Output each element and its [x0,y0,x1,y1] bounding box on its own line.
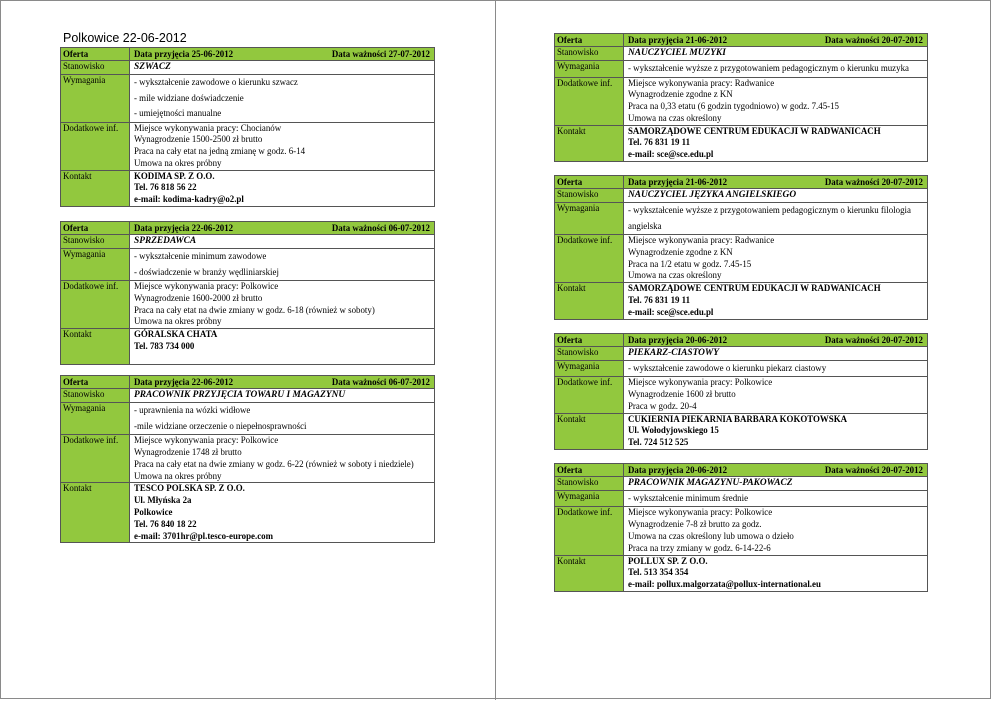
requirement-item: - doświadczenie w branży wędliniarskiej [134,266,279,277]
requirements-label: Wymagania [555,203,624,234]
additional-row [555,77,927,125]
additional-label: Dodatkowe inf. [555,235,624,282]
contact-phone: Tel. 76 840 18 22 [134,518,197,529]
additional-item: Umowa na okres próbny [134,157,222,168]
additional-row [555,234,927,282]
contact-label: Kontakt [555,126,624,161]
contact-row [61,328,434,364]
additional-row [555,376,927,412]
requirements-row [555,60,927,77]
additional-label: Dodatkowe inf. [555,78,624,125]
additional-item: Miejsce wykonywania pracy: Radwanice [628,235,775,246]
contact-phone: Tel. 513 354 354 [628,567,689,578]
position-label: Stanowisko [555,347,624,360]
additional-item: Wynagrodzenie 1600 zł brutto [628,388,736,399]
requirement-item: - wykształcenie minimum zawodowe [134,251,267,262]
contact-label: Kontakt [61,483,130,542]
contact-company: GÓRALSKA CHATA [134,329,218,340]
offer-header-row [555,176,927,188]
additional-label: Dodatkowe inf. [61,281,130,328]
contact-company: KODIMA SP. Z O.O. [134,170,215,181]
date-valid: Data ważności 20-07-2012 [824,464,923,475]
additional-item: Praca w godz. 20-4 [628,400,697,411]
date-valid: Data ważności 06-07-2012 [331,377,430,388]
contact-row [555,125,927,161]
position-row [555,476,927,490]
contact-phone: Tel. 76 818 56 22 [134,182,197,193]
additional-row [555,506,927,554]
offer-header-row [61,376,434,388]
contact-city: Polkowice [134,507,173,518]
position-label: Stanowisko [61,61,130,74]
offer-label: Oferta [555,464,624,476]
offer-label: Oferta [61,48,130,60]
date-received: Data przyjęcia 21-06-2012 [628,177,728,188]
date-received: Data przyjęcia 22-06-2012 [134,223,234,234]
date-valid: Data ważności 27-07-2012 [331,49,430,59]
document-heading: Polkowice 22-06-2012 [63,31,187,45]
position-label: Stanowisko [61,389,130,402]
date-received: Data przyjęcia 20-06-2012 [628,464,728,475]
requirement-item: -mile widziane orzeczenie o niepełnosprawności [134,420,307,431]
requirements-row [61,248,434,280]
requirements-row [555,360,927,377]
position-row [61,60,434,74]
contact-phone: Tel. 76 831 19 11 [628,295,691,306]
requirement-item: - umiejętności manualne [134,108,222,118]
offer-label: Oferta [61,222,130,234]
contact-street: Ul. Wołodyjowskiego 15 [628,425,719,436]
contact-label: Kontakt [555,556,624,591]
additional-row [61,280,434,328]
additional-item: Wynagrodzenie 1748 zł brutto [134,447,242,458]
position-label: Stanowisko [555,47,624,60]
additional-row [61,122,434,170]
contact-company: CUKIERNIA PIEKARNIA BARBARA KOKOTOWSKA [628,413,848,424]
position-title: NAUCZYCIEL MUZYKI [628,48,726,58]
offer-header-row [61,48,434,60]
additional-item: Miejsce wykonywania pracy: Chocianów [134,122,282,133]
additional-item: Wynagrodzenie zgodne z KN [628,246,733,257]
contact-company: SAMORZĄDOWE CENTRUM EDUKACJI W RADWANICACH [628,283,881,294]
date-received: Data przyjęcia 20-06-2012 [628,334,728,345]
additional-item: Praca na 1/2 etatu w godz. 7.45-15 [628,258,752,269]
additional-item: Wynagrodzenie 1500-2500 zł brutto [134,134,263,145]
additional-item: Miejsce wykonywania pracy: Polkowice [134,281,279,292]
job-offer [554,333,928,450]
contact-company: SAMORZĄDOWE CENTRUM EDUKACJI W RADWANICACH [628,125,881,136]
contact-company: TESCO POLSKA SP. Z O.O. [134,483,245,494]
offer-label: Oferta [555,176,624,188]
requirements-row [555,490,927,507]
offer-header-row [555,464,927,476]
additional-item: Miejsce wykonywania pracy: Polkowice [134,435,279,446]
job-offer [60,221,435,365]
requirement-item: - wykształcenie zawodowe o kierunku piekarz ciastowy [628,362,827,373]
contact-phone: Tel. 724 512 525 [628,437,689,448]
requirements-label: Wymagania [555,361,624,377]
contact-phone: Tel. 76 831 19 11 [628,137,691,148]
offer-header-row [555,334,927,346]
additional-item: Umowa na okres próbny [134,316,222,327]
contact-street: Ul. Młyńska 2a [134,495,192,506]
additional-item: Praca na cały etat na dwie zmiany w godz. 6-18 (również w soboty) [134,304,375,315]
offer-label: Oferta [555,34,624,46]
additional-item: Wynagrodzenie 1600-2000 zł brutto [134,292,263,303]
job-offer [60,375,435,543]
position-title: SPRZEDAWCA [134,236,197,247]
date-received: Data przyjęcia 22-06-2012 [134,377,234,388]
job-offer [554,33,928,162]
contact-email: e-mail: 3701hr@pl.tesco-europe.com [134,530,273,541]
offer-label: Oferta [61,376,130,388]
position-row [555,346,927,360]
additional-row [61,434,434,482]
contact-label: Kontakt [61,329,130,364]
contact-label: Kontakt [555,283,624,318]
position-label: Stanowisko [61,235,130,248]
additional-item: Umowa na czas określony [628,270,722,281]
right-page [554,33,928,592]
position-title: PIEKARZ-CIASTOWY [628,347,719,358]
requirements-label: Wymagania [61,403,130,434]
date-valid: Data ważności 06-07-2012 [331,223,430,234]
additional-label: Dodatkowe inf. [61,435,130,482]
additional-item: Miejsce wykonywania pracy: Polkowice [628,377,773,388]
additional-item: Umowa na czas określony lub umowa o dzieło [628,531,794,542]
contact-label: Kontakt [555,414,624,449]
position-title: NAUCZYCIEL JĘZYKA ANGIELSKIEGO [628,190,797,201]
position-title: PRACOWNIK MAGAZYNU-PAKOWACZ [628,477,793,488]
requirement-item: - wykształcenie minimum średnie [628,492,749,503]
additional-item: Miejsce wykonywania pracy: Radwanice [628,77,775,88]
date-received: Data przyjęcia 21-06-2012 [628,35,728,45]
position-label: Stanowisko [555,477,624,490]
contact-row [555,413,927,449]
requirement-item: - mile widziane doświadczenie [134,92,244,103]
position-row [555,188,927,202]
additional-item: Umowa na okres próbny [134,470,222,481]
requirement-item: - uprawnienia na wózki widłowe [134,405,251,416]
position-title: SZWACZ [134,62,171,72]
date-valid: Data ważności 20-07-2012 [824,177,923,188]
requirements-row [555,202,927,234]
additional-item: Wynagrodzenie 7-8 zł brutto za godz. [628,519,762,530]
requirement-item: - wykształcenie zawodowe o kierunku szwacz [134,77,298,87]
contact-email: e-mail: pollux.malgorzata@pollux-international.eu [628,579,821,590]
offer-header-row [555,34,927,46]
requirements-label: Wymagania [61,249,130,280]
requirements-label: Wymagania [555,61,624,77]
contact-row [555,555,927,591]
position-row [61,388,434,402]
additional-item: Miejsce wykonywania pracy: Polkowice [628,507,773,518]
additional-item: Praca na trzy zmiany w godz. 6-14-22-6 [628,542,771,553]
requirement-item: - wykształcenie wyższe z przygotowaniem pedagogicznym o kierunku muzyka [628,63,909,73]
additional-item: Praca na 0,33 etatu (6 godzin tygodniowo) w godz. 7.45-15 [628,101,839,112]
date-valid: Data ważności 20-07-2012 [824,334,923,345]
position-row [555,46,927,60]
additional-label: Dodatkowe inf. [555,507,624,554]
requirements-row [61,74,434,122]
contact-row [555,282,927,318]
contact-label: Kontakt [61,171,130,206]
contact-email: e-mail: kodima-kadry@o2.pl [134,194,244,205]
requirement-item: - wykształcenie wyższe z przygotowaniem pedagogicznym o kierunku filologia angielska [628,205,911,231]
position-label: Stanowisko [555,189,624,202]
contact-email: e-mail: sce@sce.edu.pl [628,149,714,160]
additional-item: Praca na cały etat na jedną zmianę w godz. 6-14 [134,146,306,157]
date-received: Data przyjęcia 25-06-2012 [134,49,234,59]
left-page [60,30,435,543]
additional-label: Dodatkowe inf. [61,123,130,170]
job-offer [554,463,928,592]
job-offer [554,175,928,320]
date-valid: Data ważności 20-07-2012 [824,35,923,45]
offer-label: Oferta [555,334,624,346]
contact-email: e-mail: sce@sce.edu.pl [628,306,714,317]
additional-item: Wynagrodzenie zgodne z KN [628,89,733,100]
page-divider [495,0,496,700]
requirements-row [61,402,434,434]
requirements-label: Wymagania [61,75,130,122]
offer-header-row [61,222,434,234]
additional-item: Umowa na czas określony [628,112,722,123]
position-title: PRACOWNIK PRZYJĘCIA TOWARU I MAGAZYNU [134,390,346,401]
additional-item: Praca na cały etat na dwie zmiany w godz. 6-22 (również w soboty i niedziele) [134,458,414,469]
contact-row [61,170,434,206]
contact-phone: Tel. 783 734 000 [134,341,195,352]
requirements-label: Wymagania [555,491,624,507]
position-row [61,234,434,248]
contact-row [61,482,434,542]
job-offer [60,47,435,207]
contact-company: POLLUX SP. Z O.O. [628,555,708,566]
additional-label: Dodatkowe inf. [555,377,624,412]
